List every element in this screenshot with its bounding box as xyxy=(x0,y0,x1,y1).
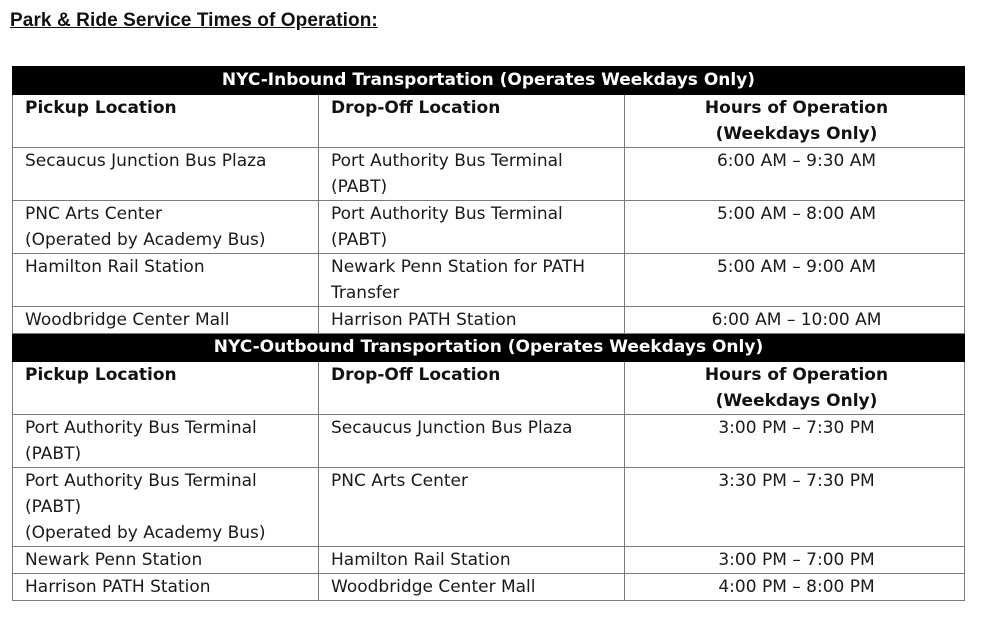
cell-text-line: (PABT) xyxy=(331,230,388,250)
outbound-column-headers xyxy=(13,362,965,415)
cell-text-line: Port Authority Bus Terminal xyxy=(25,418,257,438)
inbound-column-headers xyxy=(13,95,965,148)
cell-text-line: (PABT) xyxy=(25,444,82,464)
cell-text-line: (PABT) xyxy=(331,177,388,197)
cell-text-line: Harrison PATH Station xyxy=(331,310,517,330)
cell-text-line: Port Authority Bus Terminal xyxy=(25,471,257,491)
cell-text-line: (Operated by Academy Bus) xyxy=(25,230,266,250)
page-title: Park & Ride Service Times of Operation: xyxy=(10,10,378,31)
cell-text-line: Newark Penn Station for PATH xyxy=(331,257,586,277)
pickup-cell xyxy=(13,468,319,547)
table-row xyxy=(13,254,965,307)
hours-header-line: Hours of Operation xyxy=(704,98,889,118)
hours-cell: 3:00 PM – 7:00 PM xyxy=(625,547,965,574)
hours-cell: 6:00 AM – 10:00 AM xyxy=(625,307,965,334)
dropoff-cell xyxy=(319,307,625,334)
dropoff-cell xyxy=(319,415,625,468)
cell-text-line: Hamilton Rail Station xyxy=(331,550,511,570)
dropoff-column-header: Drop-Off Location xyxy=(319,362,625,415)
cell-text-line: Woodbridge Center Mall xyxy=(25,310,230,330)
cell-text-line: (PABT) xyxy=(25,497,82,517)
pickup-cell xyxy=(13,148,319,201)
cell-text-line: Port Authority Bus Terminal xyxy=(331,151,563,171)
table-row xyxy=(13,415,965,468)
table-row xyxy=(13,468,965,547)
outbound-section-header xyxy=(13,334,965,362)
cell-text-line: Woodbridge Center Mall xyxy=(331,577,536,597)
hours-cell: 3:30 PM – 7:30 PM xyxy=(625,468,965,547)
cell-text-line: PNC Arts Center xyxy=(331,471,469,491)
pickup-cell xyxy=(13,574,319,601)
cell-text-line: Newark Penn Station xyxy=(25,550,203,570)
hours-cell: 5:00 AM – 8:00 AM xyxy=(625,201,965,254)
inbound-section-header xyxy=(13,67,965,95)
hours-column-header xyxy=(625,362,965,415)
cell-text-line: Secaucus Junction Bus Plaza xyxy=(331,418,573,438)
hours-header-line: Hours of Operation xyxy=(704,365,889,385)
hours-column-header xyxy=(625,95,965,148)
dropoff-cell xyxy=(319,148,625,201)
pickup-cell xyxy=(13,547,319,574)
dropoff-cell xyxy=(319,468,625,547)
cell-text-line: (Operated by Academy Bus) xyxy=(25,523,266,543)
table-row xyxy=(13,574,965,601)
pickup-cell xyxy=(13,307,319,334)
table-row xyxy=(13,547,965,574)
hours-cell: 3:00 PM – 7:30 PM xyxy=(625,415,965,468)
table-row xyxy=(13,307,965,334)
pickup-column-header: Pickup Location xyxy=(13,362,319,415)
dropoff-cell xyxy=(319,254,625,307)
cell-text-line: Transfer xyxy=(331,283,400,303)
hours-cell: 5:00 AM – 9:00 AM xyxy=(625,254,965,307)
dropoff-cell xyxy=(319,201,625,254)
table-row xyxy=(13,148,965,201)
pickup-cell xyxy=(13,415,319,468)
table-row xyxy=(13,201,965,254)
cell-text-line: Port Authority Bus Terminal xyxy=(331,204,563,224)
cell-text-line: Secaucus Junction Bus Plaza xyxy=(25,151,267,171)
dropoff-column-header: Drop-Off Location xyxy=(319,95,625,148)
hours-header-subline: (Weekdays Only) xyxy=(715,391,878,411)
outbound-section-title: NYC-Outbound Transportation (Operates Weekdays Only) xyxy=(13,334,965,362)
pickup-cell xyxy=(13,201,319,254)
inbound-section-title: NYC-Inbound Transportation (Operates Weekdays Only) xyxy=(13,67,965,95)
hours-cell: 4:00 PM – 8:00 PM xyxy=(625,574,965,601)
pickup-column-header: Pickup Location xyxy=(13,95,319,148)
cell-text-line: Hamilton Rail Station xyxy=(25,257,205,277)
cell-text-line: PNC Arts Center xyxy=(25,204,163,224)
schedule-table xyxy=(12,66,965,601)
cell-text-line: Harrison PATH Station xyxy=(25,577,211,597)
dropoff-cell xyxy=(319,547,625,574)
schedule-body xyxy=(13,67,965,601)
pickup-cell xyxy=(13,254,319,307)
dropoff-cell xyxy=(319,574,625,601)
hours-header-subline: (Weekdays Only) xyxy=(715,124,878,144)
hours-cell: 6:00 AM – 9:30 AM xyxy=(625,148,965,201)
